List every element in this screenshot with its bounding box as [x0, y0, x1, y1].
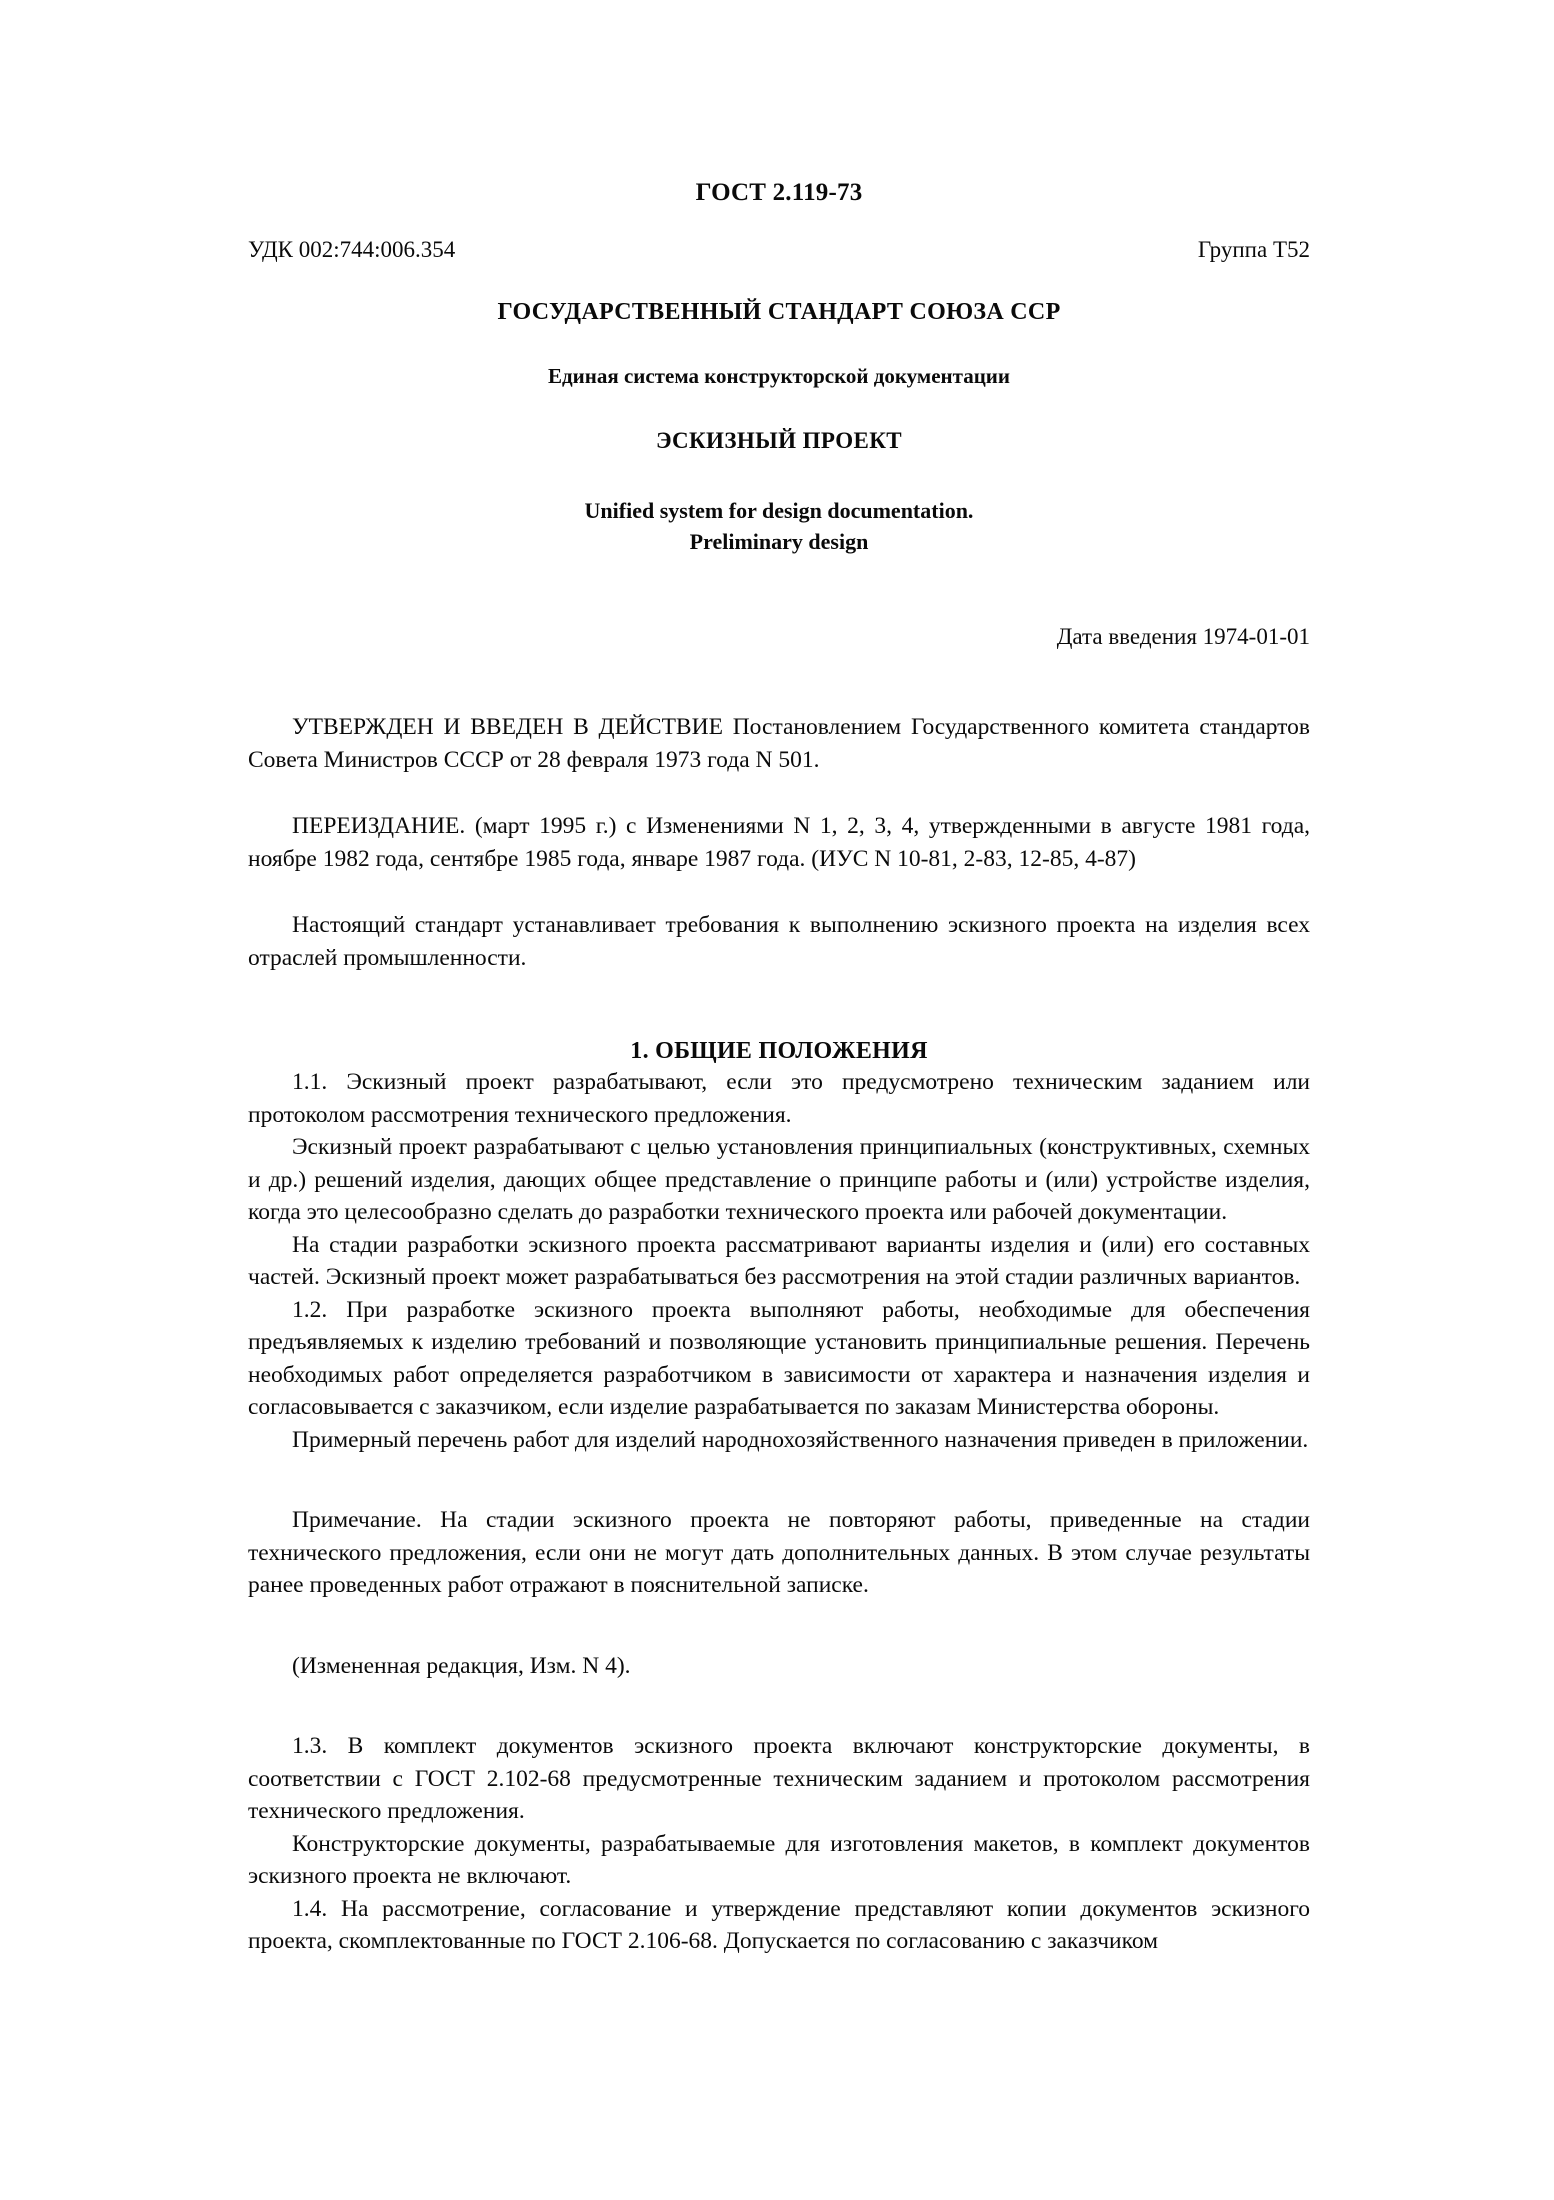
scope-paragraph: Настоящий стандарт устанавливает требования к выполнению эскизного проекта на изделия всех отраслей промышленности. — [248, 912, 1310, 971]
paragraph-1-1-b: Эскизный проект разрабатывают с целью установления принципиальных (конструктивных, схемных и др.) решений изделия, дающих общее представление о принципе работы и (или) устройстве изделия, когда это целесообразно сделать до разработки технического проекта или рабочей документации. — [248, 1134, 1310, 1225]
reissue-paragraph: ПЕРЕИЗДАНИЕ. (март 1995 г.) с Изменениями N 1, 2, 3, 4, утвержденными в августе 1981 года, ноябре 1982 года, сентябре 1985 года, январе 1987 года. (ИУС N 10-81, 2-83, 12-85, 4-87) — [248, 813, 1310, 872]
document-number: ГОСТ 2.119-73 — [695, 179, 863, 206]
paragraph-1-2: 1.2. При разработке эскизного проекта выполняют работы, необходимые для обеспечения предъявляемых к изделию требований и позволяющие установить принципиальные решения. Перечень необходимых работ определяется разработчиком в зависимости от характера и назначения изделия и согласовывается с заказчиком, если изделие разрабатывается по заказам Министерства обороны. — [248, 1296, 1310, 1420]
udk-group-row — [248, 236, 1310, 264]
approval-paragraph: УТВЕРЖДЕН И ВВЕДЕН В ДЕЙСТВИЕ Постановлением Государственного комитета стандартов Совета Министров СССР от 28 февраля 1973 года N 501. — [248, 714, 1310, 773]
paragraph-1-4: 1.4. На рассмотрение, согласование и утверждение представляют копии документов эскизного проекта, скомплектованные по ГОСТ 2.106-68. Допускается по согласованию с заказчиком — [248, 1895, 1310, 1954]
standard-title: ГОСУДАРСТВЕННЫЙ СТАНДАРТ СОЮЗА ССР — [497, 299, 1061, 325]
note-paragraph: Примечание. На стадии эскизного проекта не повторяют работы, приведенные на стадии технического предложения, если они не могут дать дополнительных данных. В этом случае результаты ранее проведенных работ отражают в пояснительной записке. — [248, 1507, 1310, 1598]
system-title: Единая система конструкторской документации — [548, 364, 1010, 388]
section-1-heading: 1. ОБЩИЕ ПОЛОЖЕНИЯ — [630, 1038, 928, 1064]
paragraph-1-1-c: На стадии разработки эскизного проекта рассматривают варианты изделия и (или) его составных частей. Эскизный проект может разрабатываться без рассмотрения на этой стадии различных вариантов. — [248, 1231, 1310, 1290]
paragraph-1-2-b: Примерный перечень работ для изделий народнохозяйственного назначения приведен в приложении. — [292, 1426, 1309, 1453]
udk-code: УДК 002:744:006.354 — [248, 237, 456, 262]
subject-title: ЭСКИЗНЫЙ ПРОЕКТ — [655, 428, 903, 453]
paragraph-1-1: 1.1. Эскизный проект разрабатывают, если это предусмотрено техническим заданием или протоколом рассмотрения технического предложения. — [248, 1069, 1310, 1128]
english-title — [248, 495, 1310, 557]
english-title-line2: Preliminary design — [689, 529, 869, 554]
introduction-date: Дата введения 1974-01-01 — [1056, 624, 1310, 649]
paragraph-1-3: 1.3. В комплект документов эскизного проекта включают конструкторские документы, в соответствии с ГОСТ 2.102-68 предусмотренные техническим заданием и протоколом рассмотрения технического предложения. — [248, 1733, 1310, 1824]
paragraph-1-3-b: Конструкторские документы, разрабатываемые для изготовления макетов, в комплект документов эскизного проекта не включают. — [248, 1830, 1310, 1889]
group-code: Группа Т52 — [1197, 237, 1310, 262]
page-content — [248, 0, 1310, 1958]
english-title-line1: Unified system for design documentation. — [584, 498, 974, 523]
revision-mark: (Измененная редакция, Изм. N 4). — [292, 1652, 631, 1679]
